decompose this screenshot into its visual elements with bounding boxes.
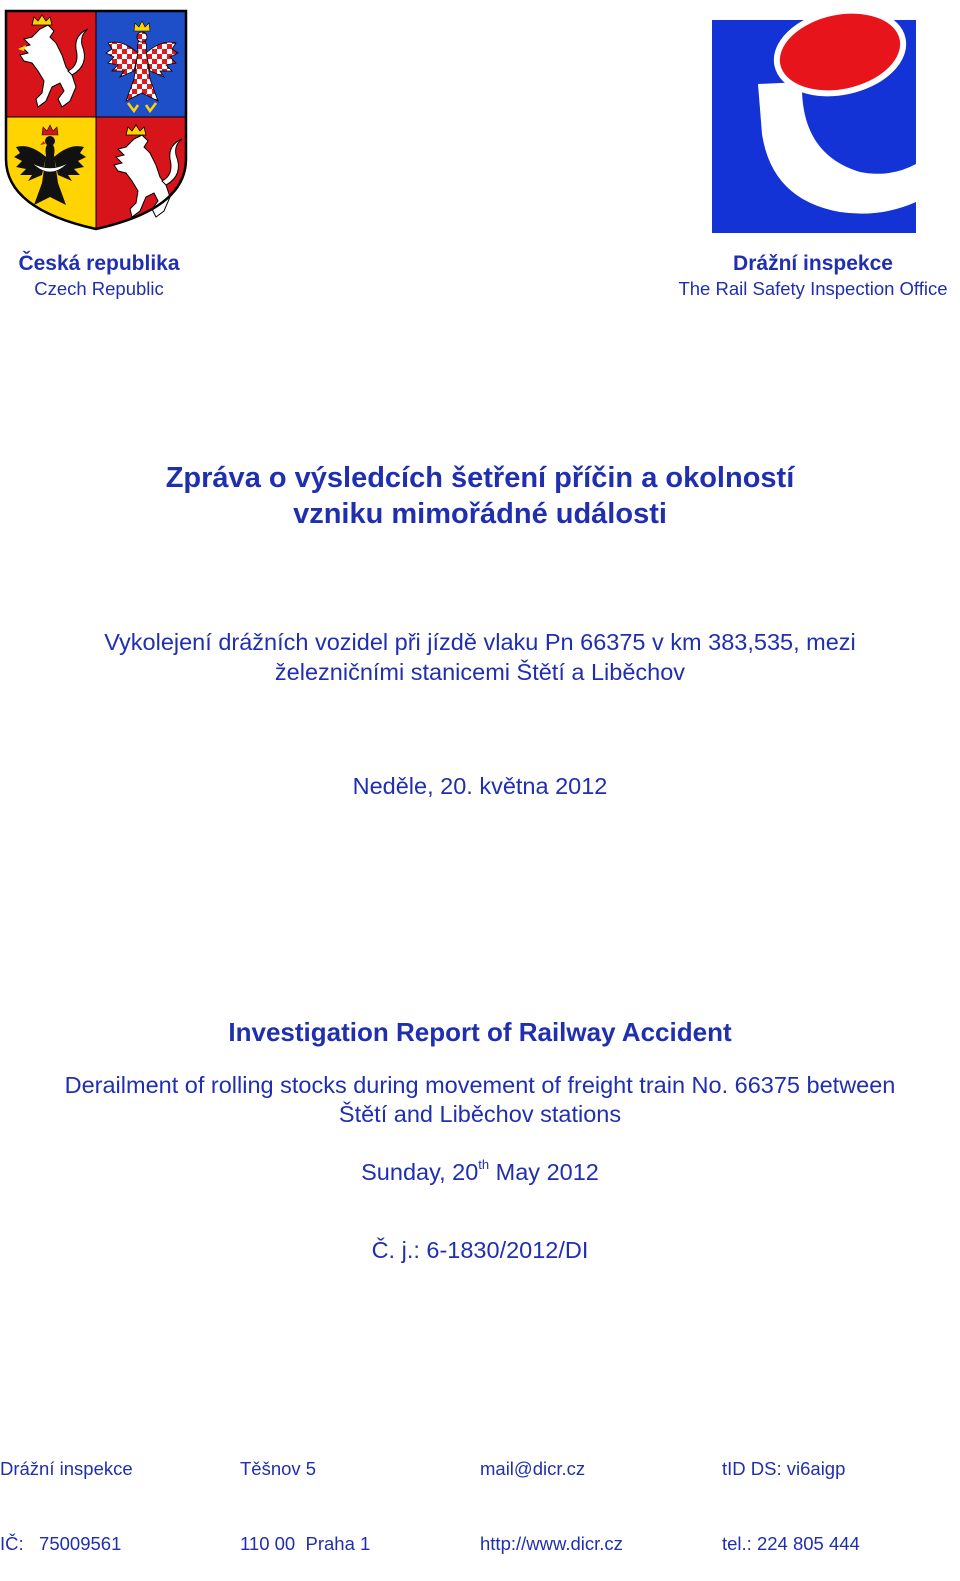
country-block [0,251,198,301]
footer-email-link[interactable]: mail@dicr.cz [480,1458,586,1479]
event-date-en-ordinal: th [478,1157,490,1172]
country-name-en: Czech Republic [34,278,164,299]
footer-column-address [240,1406,472,1581]
footer-line: Těšnov 5 [240,1458,317,1479]
footer-line: tID DS: vi6aigp [722,1458,846,1479]
footer-web-link[interactable]: http://www.dicr.cz [480,1533,623,1554]
event-date-cz: Neděle, 20. května 2012 [352,773,608,799]
event-description-line: Štětí and Liběchov stations [338,1101,622,1127]
report-title-line: Zpráva o výsledcích šetření příčin a okolností [165,462,795,494]
country-name-cz: Česká republika [18,252,180,275]
report-title-line: vzniku mimořádné události [293,498,667,530]
report-title [0,460,960,532]
event-description-line: Vykolejení drážních vozidel při jízdě vlaku Pn 66375 v km 383,535, mezi [104,629,856,655]
czech-coat-of-arms-icon [4,9,188,231]
footer-column-office [0,1406,232,1581]
event-description-en [0,1071,960,1129]
footer-line: tel.: 224 805 444 [722,1533,860,1554]
office-block [666,251,960,301]
footer-line: Drážní inspekce [0,1458,133,1479]
event-date-en-main: Sunday, 20 [361,1159,479,1185]
office-name-en: The Rail Safety Inspection Office [678,278,948,299]
report-title-en: Investigation Report of Railway Accident [228,1017,732,1047]
reference-number: Č. j.: 6-1830/2012/DI [371,1237,589,1263]
event-description-cz [0,627,960,687]
footer-line: IČ: 75009561 [0,1533,122,1554]
office-name-cz: Drážní inspekce [733,252,893,275]
drazni-inspekce-logo-icon [710,4,916,233]
footer-column-contact [722,1406,954,1581]
event-description-line: železničními stanicemi Štětí a Liběchov [274,659,686,685]
footer-column-web [480,1406,712,1581]
event-description-line: Derailment of rolling stocks during movement of freight train No. 66375 between [64,1072,896,1098]
event-date-en [0,1157,960,1187]
footer-line: 110 00 Praha 1 [240,1533,371,1554]
event-date-en-month: May 2012 [489,1159,599,1185]
